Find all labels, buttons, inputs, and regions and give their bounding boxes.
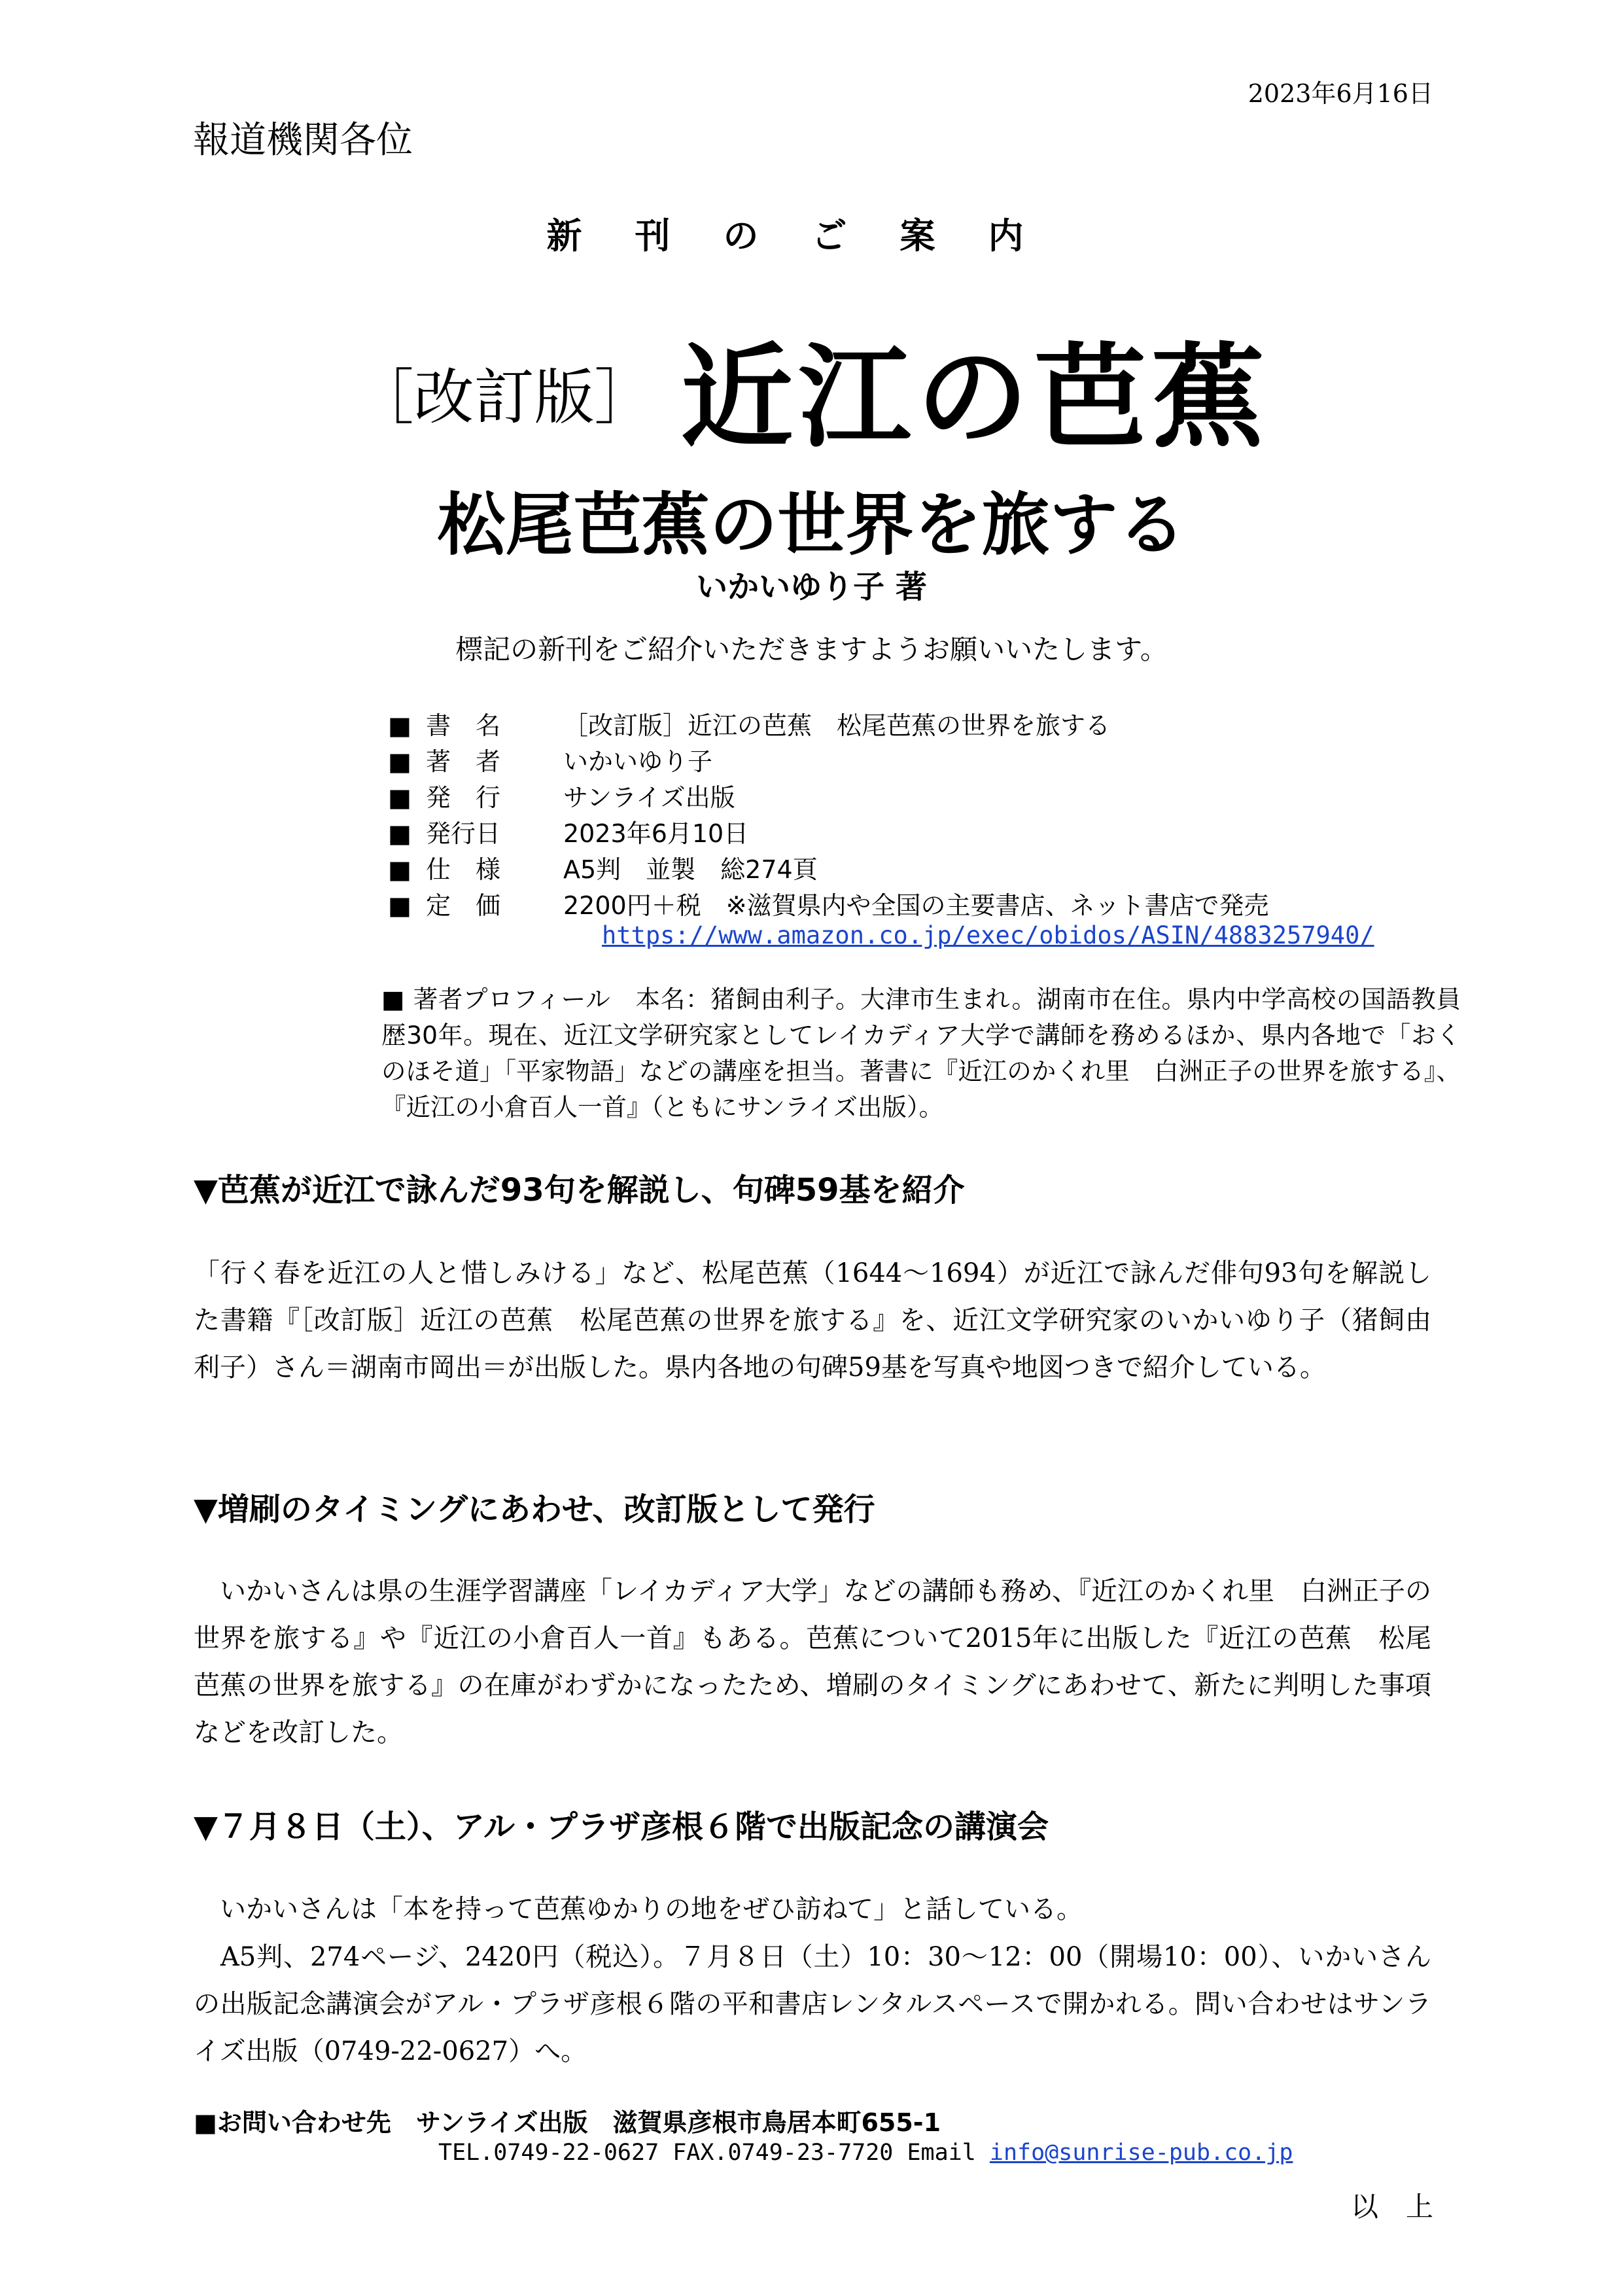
info-label: 発 行	[426, 783, 501, 812]
info-value: サンライズ出版	[563, 783, 735, 812]
info-value: A5判 並製 総274頁	[563, 855, 818, 884]
info-row-title	[388, 705, 1269, 741]
contact-line: ■お問い合わせ先 サンライズ出版 滋賀県彦根市鳥居本町655-1	[194, 2108, 941, 2137]
info-row-date	[388, 813, 1269, 849]
bullet-icon: ■	[388, 891, 411, 920]
info-row-publisher	[388, 777, 1269, 813]
document-date: 2023年6月16日	[1248, 79, 1433, 108]
info-row-spec	[388, 849, 1269, 885]
intro-text: 標記の新刊をご紹介いただきますようお願いいたします。	[455, 633, 1168, 665]
closing-mark: 以 上	[1350, 2191, 1433, 2223]
info-value: いかいゆり子	[563, 747, 713, 776]
info-row-author	[388, 741, 1269, 777]
bullet-icon: ■	[388, 747, 411, 776]
section-heading-2: ▼増刷のタイミングにあわせ、改訂版として発行	[194, 1491, 875, 1528]
author-profile: ■ 著者プロフィール 本名：猪飼由利子。大津市生まれ。湖南市在住。県内中学高校の国語教員歴30年。現在、近江文学研究家としてレイカディア大学で講師を務めるほか、県内各地で「おくのほそ道」「平家物語」などの講座を担当。著書に『近江のかくれ里 白洲正子の世界を旅する』、『近江の小倉百人一首』（ともにサンライズ出版）。	[381, 985, 1461, 1122]
bullet-icon: ■	[388, 819, 411, 848]
section-paragraph-3a: いかいさんは「本を持って芭蕉ゆかりの地をぜひ訪ねて」と話している。	[194, 1894, 1083, 1924]
info-value: ［改訂版］近江の芭蕉 松尾芭蕉の世界を旅する	[563, 711, 1111, 740]
info-label: 発行日	[426, 819, 501, 848]
title-prefix: ［改訂版］	[353, 362, 655, 433]
info-row-price	[388, 885, 1269, 921]
contact-email-link[interactable]: info@sunrise-pub.co.jp	[989, 2140, 1293, 2166]
section-paragraph-3b: A5判、274ページ、2420円（税込）。７月８日（土）10：30〜12：00（開場10：00）、いかいさんの出版記念講演会がアル・プラザ彦根６階の平和書店レンタルスペースで開かれる。問い合わせはサンライズ出版（0749-22-0627）へ。	[194, 1942, 1431, 2066]
info-label: 著 者	[426, 747, 501, 776]
book-subtitle: 松尾芭蕉の世界を旅する	[437, 484, 1186, 565]
section-paragraph-1: 「行く春を近江の人と惜しみける」など、松尾芭蕉（1644〜1694）が近江で詠んだ俳句93句を解説した書籍『［改訂版］近江の芭蕉 松尾芭蕉の世界を旅する』を、近江文学研究家のいかいゆり子（猪飼由利子）さん＝湖南市岡出＝が出版した。県内各地の句碑59基を写真や地図つきで紹介している。	[194, 1258, 1431, 1383]
info-label: 書 名	[426, 711, 501, 740]
contact-phone-line	[438, 2140, 1293, 2166]
title-main: 近江の芭蕉	[680, 330, 1270, 463]
addressee: 報道機関各位	[193, 119, 413, 162]
bullet-icon: ■	[388, 711, 411, 740]
announcement-heading: 新刊のご案内	[546, 215, 1077, 256]
book-author: いかいゆり子 著	[696, 569, 927, 605]
contact-phone: TEL.0749-22-0627 FAX.0749-23-7720 Email	[438, 2140, 976, 2166]
section-heading-3: ▼７月８日（土）、アル・プラザ彦根６階で出版記念の講演会	[194, 1809, 1049, 1845]
section-paragraph-2: いかいさんは県の生涯学習講座「レイカディア大学」などの講師も務め、『近江のかくれ里 白洲正子の世界を旅する』や『近江の小倉百人一首』もある。芭蕉について2015年に出版した『近江の芭蕉 松尾芭蕉の世界を旅する』の在庫がわずかになったため、増刷のタイミングにあわせて、新たに判明した事項などを改訂した。	[194, 1576, 1431, 1748]
bullet-icon: ■	[388, 783, 411, 812]
info-value: 2023年6月10日	[563, 819, 749, 848]
book-info-list	[388, 705, 1374, 949]
info-value: 2200円＋税 ※滋賀県内や全国の主要書店、ネット書店で発売	[563, 891, 1269, 920]
bullet-icon: ■	[388, 855, 411, 884]
amazon-link[interactable]: https://www.amazon.co.jp/exec/obidos/ASIN/4883257940/	[602, 921, 1374, 949]
info-label: 定 価	[426, 891, 501, 920]
info-label: 仕 様	[426, 855, 501, 884]
section-heading-1: ▼芭蕉が近江で詠んだ93句を解説し、句碑59基を紹介	[194, 1172, 965, 1209]
book-title	[0, 308, 1623, 469]
